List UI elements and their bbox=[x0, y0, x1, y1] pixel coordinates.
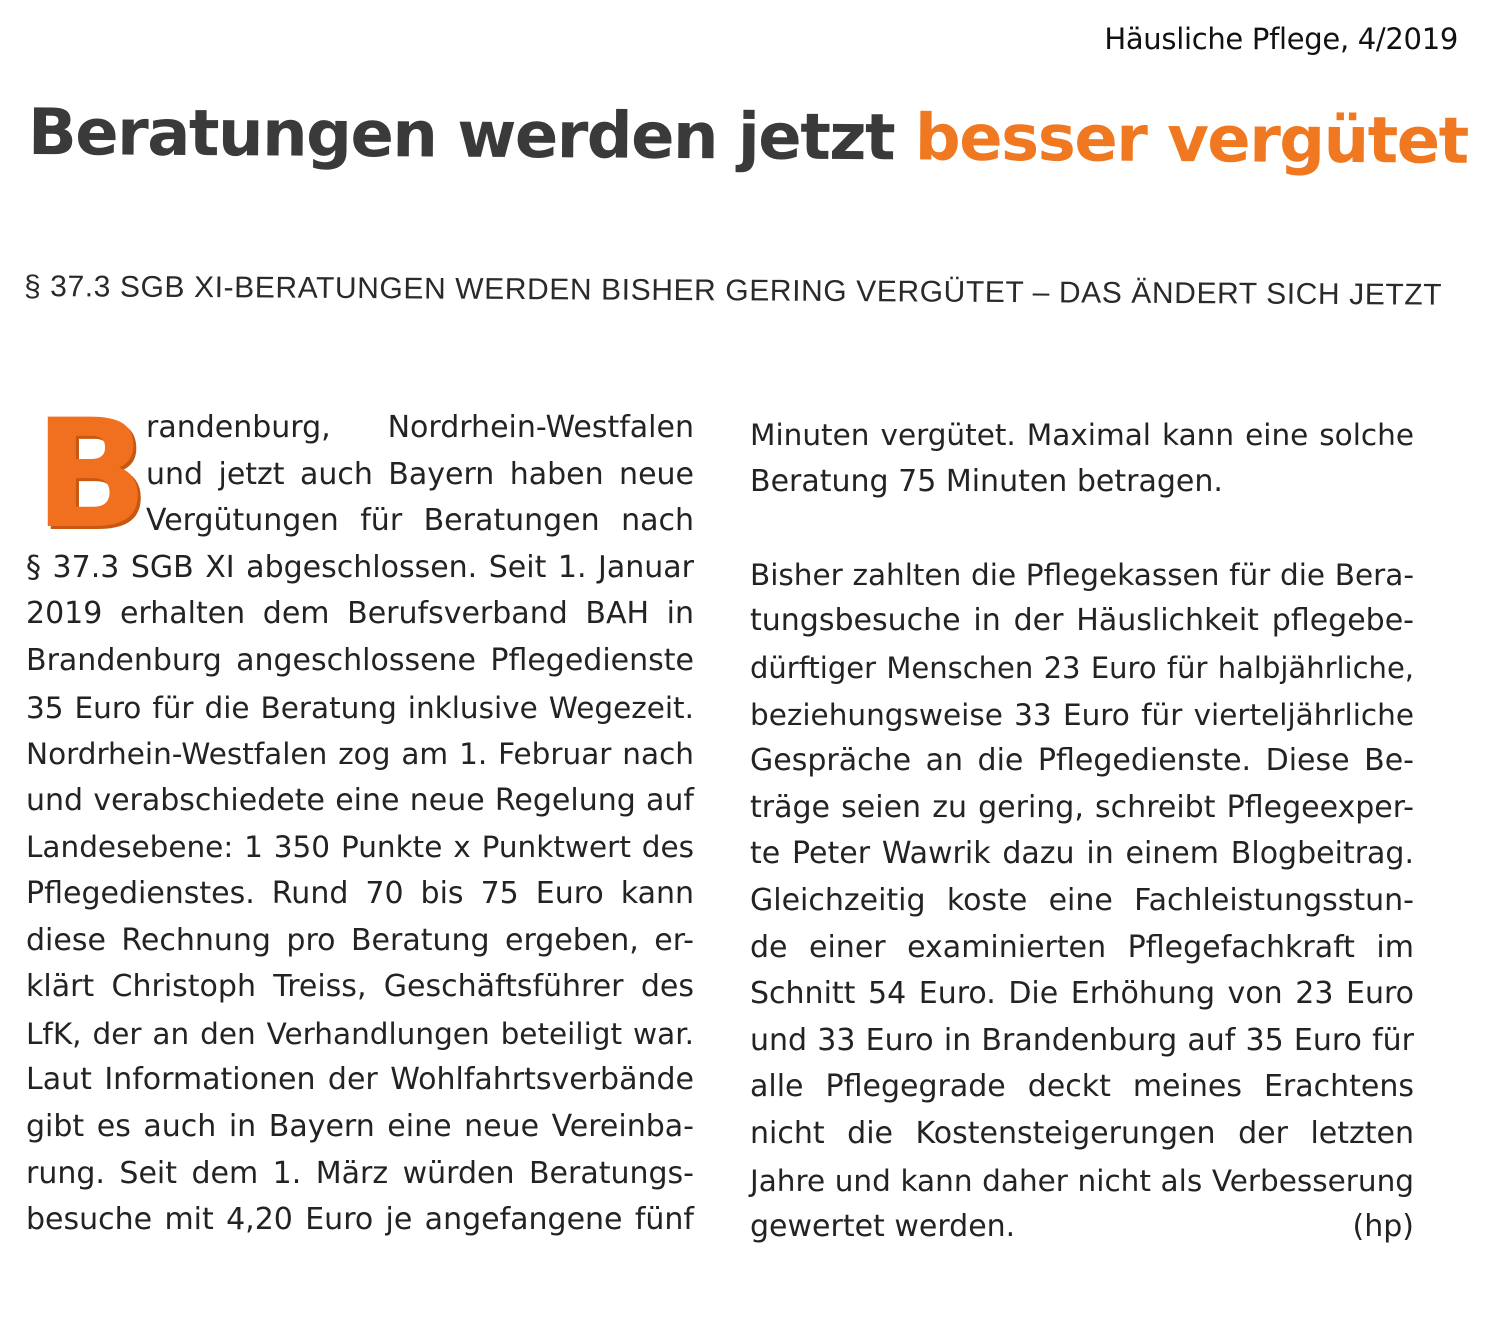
subheadline: § 37.3 SGB XI-BERATUNGEN WERDEN BISHER GERING VERGÜTET – DAS ÄNDERT SICH JETZT bbox=[23, 270, 1443, 312]
right-line: nicht die Kostensteigerungen der letzten bbox=[750, 1115, 1414, 1151]
left-line: und jetzt auch Bayern haben neue bbox=[146, 456, 694, 492]
left-line: Vergütungen für Beratungen nach bbox=[146, 503, 694, 539]
left-line: diese Rechnung pro Beratung ergeben, er- bbox=[26, 922, 694, 958]
right-line: Gleichzeitig koste eine Fachleistungsstun- bbox=[750, 882, 1414, 918]
paragraph-gap bbox=[750, 505, 1414, 552]
left-line: Pflegedienstes. Rund 70 bis 75 Euro kann bbox=[26, 875, 694, 911]
left-line: 35 Euro für die Beratung inklusive Wegezeit. bbox=[26, 690, 694, 725]
left-line: LfK, der an den Verhandlungen beteiligt war. bbox=[26, 1016, 694, 1051]
headline-dark: Beratungen werden jetzt bbox=[27, 96, 916, 176]
left-line: Laut Informationen der Wohlfahrtsverbände bbox=[26, 1062, 694, 1098]
right-line: de einer examinierten Pflegefachkraft im bbox=[750, 929, 1414, 965]
left-line: klärt Christoph Treiss, Geschäftsführer des bbox=[26, 969, 694, 1005]
right-line: träge seien zu gering, schreibt Pflegeexper- bbox=[750, 789, 1414, 825]
closing-line bbox=[750, 1204, 1414, 1251]
right-line: tungsbesuche in der Häuslichkeit pflegebe- bbox=[750, 603, 1414, 639]
right-line: beziehungsweise 33 Euro für vierteljährliche bbox=[750, 697, 1414, 732]
left-line: 2019 erhalten dem Berufsverband BAH in bbox=[26, 596, 694, 632]
headline bbox=[28, 96, 1468, 179]
right-line: dürftiger Menschen 23 Euro für halbjährliche, bbox=[750, 650, 1414, 685]
left-column bbox=[26, 388, 694, 1244]
right-line: Gespräche an die Pflegedienste. Diese Be- bbox=[750, 743, 1414, 779]
author-signature: (hp) bbox=[1352, 1209, 1414, 1245]
left-line: Landesebene: 1 350 Punkte x Punktwert des bbox=[26, 830, 694, 865]
left-line: besuche mit 4,20 Euro je angefangene fünf bbox=[26, 1202, 694, 1238]
right-line: alle Pflegegrade deckt meines Erachtens bbox=[750, 1069, 1414, 1105]
right-line: Beratung 75 Minuten betragen. bbox=[750, 463, 1223, 499]
right-line: te Peter Wawrik dazu in einem Blogbeitrag. bbox=[750, 836, 1414, 872]
right-line: Jahre und kann daher nicht als Verbesserung bbox=[750, 1163, 1414, 1198]
left-line: Brandenburg angeschlossene Pflegedienste bbox=[26, 642, 694, 678]
headline-accent: besser vergütet bbox=[914, 101, 1468, 179]
left-line: gibt es auch in Bayern eine neue Vereinba- bbox=[26, 1108, 694, 1144]
right-line: Minuten vergütet. Maximal kann eine solche bbox=[750, 418, 1414, 452]
left-line: randenburg, Nordrhein-Westfalen bbox=[146, 410, 694, 445]
right-line: Schnitt 54 Euro. Die Erhöhung von 23 Euro bbox=[750, 976, 1414, 1012]
left-line: Nordrhein-Westfalen zog am 1. Februar nach bbox=[26, 737, 694, 772]
right-column bbox=[750, 412, 1414, 1251]
left-line: § 37.3 SGB XI abgeschlossen. Seit 1. Januar bbox=[26, 549, 694, 585]
left-line: und verabschiedete eine neue Regelung auf bbox=[26, 782, 694, 818]
right-line: Bisher zahlten die Pflegekassen für die Bera- bbox=[750, 557, 1414, 592]
left-line: rung. Seit dem 1. März würden Beratungs- bbox=[26, 1155, 694, 1191]
right-line: und 33 Euro in Brandenburg auf 35 Euro für bbox=[750, 1022, 1414, 1058]
drop-cap: B bbox=[34, 388, 149, 562]
source-citation: Häusliche Pflege, 4/2019 bbox=[1104, 22, 1458, 56]
final-line-text: gewertet werden. bbox=[750, 1209, 1016, 1245]
